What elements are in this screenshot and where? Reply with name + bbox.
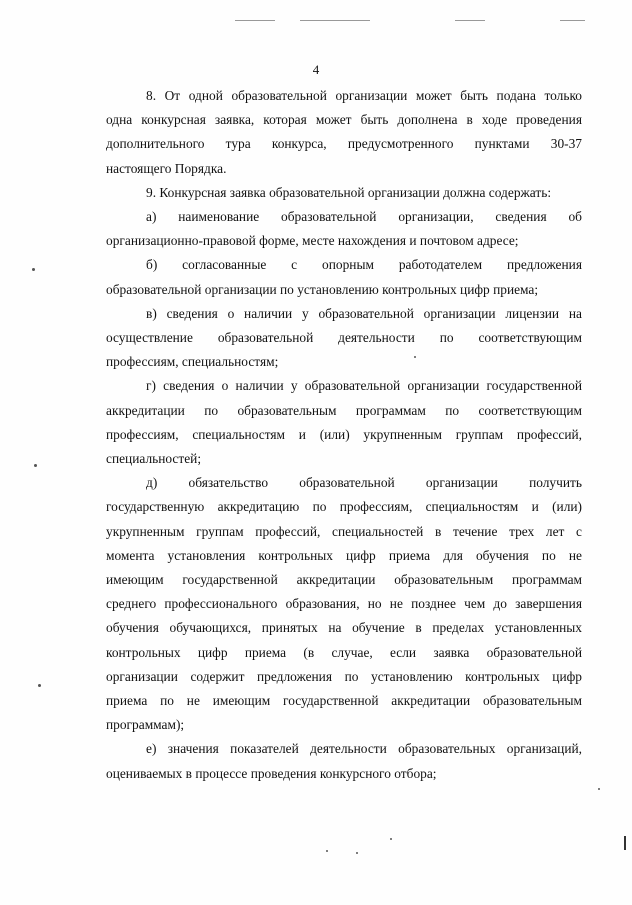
text-line: государственную аккредитацию по профессиям, специальностям и (или) bbox=[106, 499, 582, 515]
scan-noise-top bbox=[560, 20, 585, 21]
text-line: обучения обучающихся, принятых на обучение в пределах установленных bbox=[106, 620, 582, 636]
text-line: е) значения показателей деятельности образовательных организаций, bbox=[146, 741, 582, 757]
scan-edge-mark bbox=[624, 836, 626, 850]
scan-speck bbox=[38, 684, 41, 687]
scan-speck bbox=[326, 850, 328, 852]
scan-speck bbox=[34, 464, 37, 467]
text-line: контрольных цифр приема (в случае, если заявка образовательной bbox=[106, 644, 582, 660]
text-line: приема по не имеющим государственной аккредитации образовательным bbox=[106, 693, 582, 708]
text-line: осуществление образовательной деятельности по соответствующим bbox=[106, 330, 582, 345]
page-number: 4 bbox=[312, 62, 320, 77]
scan-noise-top bbox=[300, 20, 370, 21]
text-line: настоящего Порядка. bbox=[106, 160, 227, 176]
text-line: оцениваемых в процессе проведения конкурсного отбора; bbox=[106, 765, 437, 781]
text-line: 8. От одной образовательной организации может быть подана только bbox=[146, 88, 582, 103]
text-line: аккредитации по образовательным программам по соответствующим bbox=[106, 402, 582, 418]
text-line: организации содержит предложения по установлению контрольных цифр bbox=[106, 668, 582, 684]
scan-speck bbox=[390, 838, 392, 840]
text-line: момента установления контрольных цифр приема для обучения по не bbox=[106, 547, 582, 563]
scan-speck bbox=[598, 788, 600, 790]
text-line: дополнительного тура конкурса, предусмотренного пунктами 30-37 bbox=[106, 136, 582, 152]
text-line: в) сведения о наличии у образовательной организации лицензии на bbox=[146, 305, 582, 321]
text-line: профессиям, специальностям и (или) укрупненным группам профессий, bbox=[106, 426, 582, 442]
text-line: 9. Конкурсная заявка образовательной организации должна содержать: bbox=[146, 184, 552, 200]
text-line: имеющим государственной аккредитации образовательным программам bbox=[106, 572, 582, 587]
text-line: организационно-правовой форме, месте нахождения и почтовом адресе; bbox=[106, 233, 519, 249]
text-line: г) сведения о наличии у образовательной организации государственной bbox=[146, 378, 582, 394]
text-line: специальностей; bbox=[106, 451, 202, 466]
text-line: образовательной организации по установлению контрольных цифр приема; bbox=[106, 281, 539, 297]
text-line: д) обязательство образовательной организации получить bbox=[146, 475, 582, 491]
scan-noise-top bbox=[235, 20, 275, 21]
scan-speck bbox=[356, 852, 358, 854]
text-line: профессиям, специальностям; bbox=[106, 354, 279, 370]
text-line: программам); bbox=[106, 717, 185, 733]
text-line: укрупненным группам профессий, специальностей в течение трех лет с bbox=[106, 523, 582, 539]
scan-speck bbox=[32, 268, 35, 271]
text-line: одна конкурсная заявка, которая может быть дополнена в ходе проведения bbox=[106, 112, 582, 128]
scan-noise-top bbox=[455, 20, 485, 21]
text-line: среднего профессионального образования, но не позднее чем до завершения bbox=[106, 596, 582, 612]
text-line: б) согласованные с опорным работодателем предложения bbox=[146, 257, 582, 273]
text-line: а) наименование образовательной организации, сведения об bbox=[146, 209, 582, 224]
